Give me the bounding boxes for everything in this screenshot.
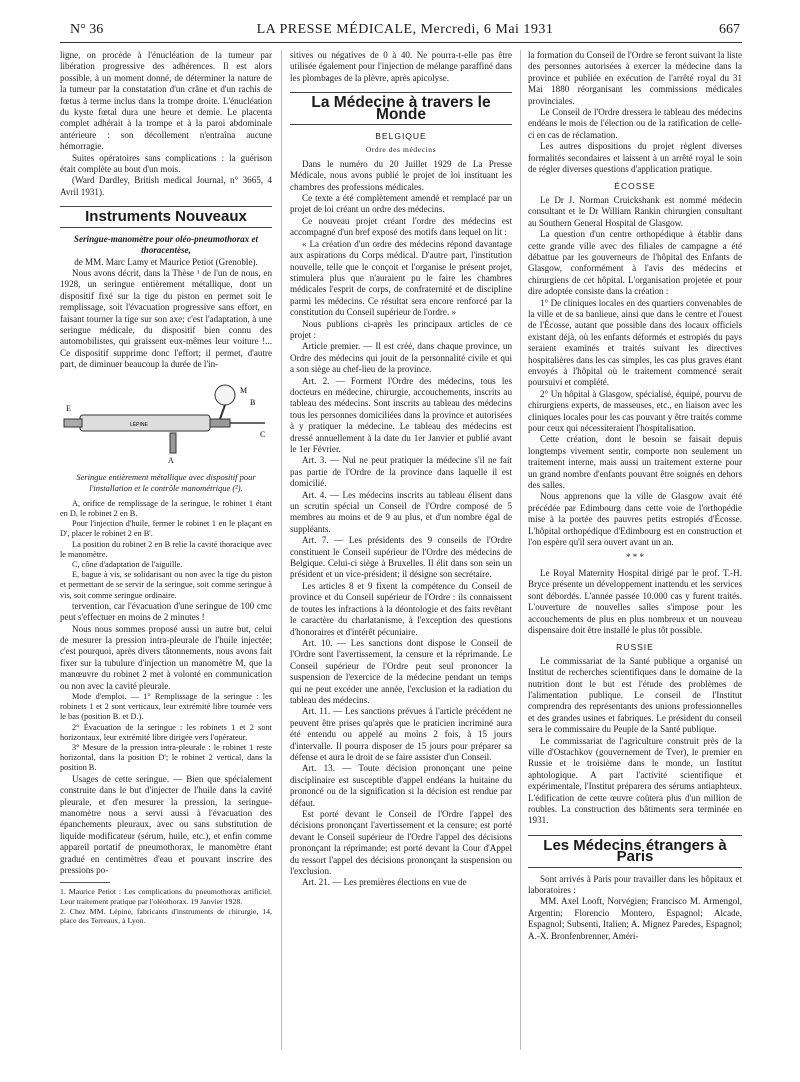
paragraph: Nous apprenons que la ville de Glasgow avait été précédée par Edimbourg dans cette voie de l'orthopédie mise à la portée des pauvres petits estropiés d'Écosse. L'hôpital orthopédique d'Edimbourg est en construction et l'on espère qu'il sera ouvert avant un an. (528, 491, 742, 548)
section-title: Instruments Nouveaux (60, 206, 272, 227)
column-3 (528, 50, 742, 942)
manometer-tube (220, 405, 225, 419)
column-2 (290, 50, 512, 889)
journal-title: LA PRESSE MÉDICALE, Mercredi, 6 Mai 1931 (256, 22, 554, 37)
footnotes (60, 887, 272, 925)
footnote-rule (60, 882, 110, 883)
law-article: Art. 7. — Les présidents des 9 conseils de l'Ordre constituent le Conseil supérieur de l'Ordre des médecins de Belgique. Celui-ci siège à Bruxelles. Il élit dans son sein un président et un vice-président; il désigne son secrétaire. (290, 535, 512, 580)
law-article: Art. 2. — Forment l'Ordre des médecins, tous les docteurs en médecine, chirurgie, accouchements, inscrits au tableau des médecins. Sont inscrits au tableau des médecins tous les personnes domiciliées dans la province et autorisées à y pratiquer la médecine. Le tableau des médecins est dressé annuellement à la date du 1er Janvier et publié avant le 1er Février. (290, 375, 512, 454)
law-articles (290, 341, 512, 889)
paragraph: Le commissariat de l'agriculture construit près de la ville d'Ostachkov (gouvernement de Tver), le premier en Russie et le troisième dans le monde, un Institut aphtologique. A part l'activité scientifique et expérimentale, l'Institut préparera des sérums antiaphteux. L'édification de cette œuvre coûtera plus d'un million de roubles. La construction des bâtiments sera terminée en 1931. (528, 735, 742, 826)
law-article: Art. 3. — Nul ne peut pratiquer la médecine s'il ne fait pas partie de l'Ordre de la province dans laquelle il est domicilié. (290, 455, 512, 489)
section-title: La Médecine à travers le Monde (290, 92, 512, 125)
law-article: Art. 21. — Les premières élections en vue de (302, 877, 467, 888)
manometer-dial (215, 385, 235, 405)
paragraph: Le commissariat de la Santé publique a organisé un Institut de recherches scientifiques dans le domaine de la nutrition dont le but est l'étude des problèmes de l'alimentation publique. Le conseil de l'Institut comprendra des représentants des unions professionnelles et des grandes usines et fabriques. Le président du conseil sera le commissaire du Peuple de la Santé publique. (528, 655, 742, 735)
column-divider (281, 50, 282, 1050)
law-article: Art. 4. — Les médecins inscrits au tableau élisent dans un scrutin spécial un Conseil de l'Ordre composé de 5 membres au moins et de 9 au plus, et d'un nombre égal de suppléants. (290, 489, 512, 534)
syringe-plunger (64, 419, 82, 427)
syringe-tip (210, 419, 230, 427)
country-heading: BELGIQUE (375, 131, 427, 142)
instruction-item: 3° Mesure de la pression intra-pleurale : le robinet 1 reste horizontal, dans la position D'; le robinet 2 vertical, dans la position B. (60, 743, 272, 773)
article-authors: de MM. Marc Lamy et Maurice Petiot (Grenoble). (74, 256, 258, 267)
syringe-valve (170, 433, 176, 453)
column-divider (520, 50, 521, 1050)
paragraph: 2° Un hôpital à Glasgow, spécialisé, équipé, pourvu de chirurgiens experts, de masseuses, etc., en liaison avec les cliniques locales pour les cas pouvant y être traités comme pour ceux qui nécessiteraient l'hospitalisation. (528, 388, 742, 433)
paragraph: Dans le numéro du 20 Juillet 1929 de La Presse Médicale, nous avons publié le projet de loi instituant les chambres des professions médicales. (290, 158, 512, 192)
label-c: C (260, 429, 266, 439)
paragraph: « La création d'un ordre des médecins répond davantage aux aspirations du Corps médical. D'autre part, l'institution nouvelle, telle que le conçoit et l'organise le présent projet, stimulera plus que n'auraient pu le faire les chambres médicales l'esprit de corps, de confraternité et de discipline parmi les médecins. Ce résultat sera encore renforcé par la constitution du Conseil supérieur de l'ordre. » (290, 238, 512, 318)
header-rule (60, 42, 742, 43)
law-article: Les articles 8 et 9 fixent la compétence du Conseil de province et du Conseil supérieur de l'Ordre : ils connaissent de toutes les infractions à la déontologie et des faits revêtant le caractère du charlatanisme, à l'exception des questions d'honoraires et d'intérêt pécuniaire. (290, 580, 512, 637)
syringe-figure (60, 375, 272, 465)
article-title: Seringue-manomètre pour oléo-pneumothorax et thoracentèse, (73, 233, 259, 256)
country-heading: ÉCOSSE (614, 181, 656, 192)
usage-instructions (60, 692, 272, 774)
issue-number: N° 36 (70, 22, 104, 37)
label-e: E (66, 403, 71, 413)
country-heading: RUSSIE (616, 642, 654, 653)
paragraph: La question d'un centre orthopédique à établir dans cette grande ville avec des filiales de campagne a été débattue par les gouverneurs de l'hôpital des Enfants de Glasgow, conformément à l'avis des médecins et chirurgiens de cet hôpital. L'organisation projetée et pour dire adoptée consiste dans la création : (528, 229, 742, 297)
paragraph: tervention, car l'évacuation d'une seringue de 100 cmc peut s'effectuer en moins de 2 minutes ! (60, 600, 272, 623)
law-article: Est porté devant le Conseil de l'Ordre l'appel des décisions prononçant l'avertissement et la censure; est porté devant le Conseil supérieur de l'Ordre l'appel des décisions prononçant la réprimande; est porté devant la Cour d'Appel du ressort l'appel des décisions prononçant la suspension ou l'exclusion. (290, 809, 512, 877)
instruction-item: Mode d'emploi. — 1° Remplissage de la seringue : les robinets 1 et 2 sont verticaux, leur extrémité libre tournée vers le bas (position B. et D.). (60, 692, 272, 722)
paragraph: Ce nouveau projet créant l'ordre des médecins est accompagné d'un bref exposé des motifs dans lequel on lit : (290, 215, 512, 238)
paragraph: Cette création, dont le besoin se faisait depuis longtemps vivement sentir, comporte non seulement un traitement interne, mais aussi un traitement externe pour un grand nombre d'enfants pouvant être soignés en dehors des salles. (528, 434, 742, 491)
brand-label: LÉPINE (130, 421, 148, 428)
footnote: 2. Chez MM. Lépine, fabricants d'instruments de chirurgie, 14, place des Terreaux, à Lyon. (60, 906, 272, 926)
paragraph: Le Royal Maternity Hospital dirigé par le prof. T.-H. Bryce présente un développement inattendu et les services sont débordés. L'année passée 10.000 cas y furent traités. L'ouverture de nouvelles salles s'impose pour les accouchements de plus en plus nombreux et un nouveau dispensaire doit être installé le plus tôt possible. (528, 567, 742, 635)
separator-stars: * * * (626, 552, 644, 563)
page-number: 667 (719, 22, 740, 37)
law-article: Art. 11. — Les sanctions prévues à l'article précédent ne peuvent être prises qu'après que le praticien incriminé aura été entendu ou appelé au moins 2 fois, à 15 jours d'intervalle. Il pourra disposer de 15 jours pour préparer sa défense et aura le droit de se faire assister d'un Conseil. (290, 706, 512, 762)
paragraph: Nous avons décrit, dans la Thèse ¹ de l'un de nous, en 1928, un seringue entièrement métallique, dont un dispositif fixé sur la tige du piston en permet soit le remplissage, soit l'évacuation progressive sans effort, en faisant tourner la tige sur son axe; c'est l'adaptation, à une seringue médicale, du dispositif bien connu des automobilistes, qui graissent eux-mêmes leur voiture !... Ce dispositif supprime donc l'effort; il permet, d'autre part, de diminuer beaucoup la durée de l'in- (60, 267, 272, 370)
figure-legend (60, 499, 272, 601)
legend-item: C, cône d'adaptation de l'aiguille. (72, 560, 183, 569)
paragraph: sitives ou négatives de 0 à 40. Ne pourra-t-elle pas être utilisée également pour l'injection de mélange paraffiné dans les plombages de la plèvre, après apicolyse. (290, 50, 512, 83)
paragraph: Nous nous sommes proposé aussi un autre but, celui de mesurer la pression intra-pleurale de l'huile injectée; c'est pourquoi, après divers tâtonnements, nous avons fait fixer sur la tubulure d'injection un manomètre M, que la manœuvre du robinet 2 met à volonté en communication ou non avec la cavité pleurale. (60, 623, 272, 691)
instruction-item: 2° Évacuation de la seringue : les robinets 1 et 2 sont horizontaux, leur extrémité libre dirigée vers l'opérateur. (60, 722, 272, 742)
paragraph: Le Dr J. Norman Cruickshank est nommé médecin consultant et le Dr William Rankin chirurgien consultant au Southern General Hospital de Glasgow. (528, 194, 742, 228)
reference: (Ward Dardley, British medical Journal, n° 3665, 4 Avril 1931). (60, 175, 272, 197)
law-article: Art. 10. — Les sanctions dont dispose le Conseil de l'Ordre sont l'avertissement, la censure et la réprimande. Le Conseil supérieur de l'Ordre peut seul prononcer la suspension de l'exercice de la médecine pendant un temps qui ne peut excéder une année, l'exclusion et la radiation du tableau des médecins. (290, 637, 512, 705)
paragraph: Ce texte a été complètement amendé et remplacé par un projet de loi créant un ordre des médecins. (290, 193, 512, 215)
law-article: Art. 13. — Toute décision prononçant une peine disciplinaire est susceptible d'appel endéans la huitaine du prononcé ou de la signification si la décision est rendue par défaut. (290, 763, 512, 808)
paragraph: la formation du Conseil de l'Ordre se feront suivant la liste des personnes autorisées à exercer la médecine dans la province et publiée en exécution de l'arrêté royal du 31 Mai 1880 réorganisant les commissions médicales provinciales. (528, 50, 742, 106)
legend-item: E, bague à vis, se solidarisant ou non avec la tige du piston et permettant de se servir de la seringue, soit comme seringue à vis, soit comme seringue ordinaire. (60, 570, 272, 600)
paragraph: Sont arrivés à Paris pour travailler dans les hôpitaux et laboratoires : (528, 873, 742, 896)
label-b: B (250, 397, 256, 407)
paragraph: ligne, on procède à l'énucléation de la tumeur par libération progressive des adhérences. Il est alors possible, à un moment donné, de déterminer la nature de la tumeur par la constatation d'un crâne et d'un rachis de fœtus à terme inclus dans la trompe droite. L'énucléation du kyste fœtal dura une heure et demie. Le placenta complet adhérait à la trompe et à la paroi abdominale antérieure : son décollement n'entraîna aucune hémorragie. (60, 50, 272, 152)
legend-item: La position du robinet 2 en B relie la cavité thoracique avec le manomètre. (60, 539, 272, 559)
paragraph: Usages de cette seringue. — Bien que spécialement construite dans le but d'injecter de l'huile dans la cavité pleurale, et d'en mesurer la pression, la seringue-manomètre nous a servi aussi à l'évacuation des épanchements pleuraux, avec ou sans substitution de liquide modificateur (sérum, huile, etc.), et enfin comme appareil portatif de pneumothorax, le manomètre étant gradué en centimètres d'eau et pouvant inscrire des pressions po- (60, 773, 272, 875)
paragraph: MM. Axel Looft, Norvégien; Francisco M. Armengol, Argentin; Florencio Montero, Espagnol; Alcade, Espagnol; Subsenti, Italien; A. Mignez Paredes, Espagnol; A.-X. Bronfenbrenner, Améri- (528, 896, 742, 941)
legend-item: A, orifice de remplissage de la seringue, le robinet 1 étant en D, le robinet 2 en B. (60, 498, 272, 518)
paragraph: Les autres dispositions du projet règlent diverses formalités secondaires et laissent à un arrêté royal le soin de régler diverses questions d'application pratique. (528, 141, 742, 175)
figure-caption: Seringue entièrement métallique avec dispositif pour l'installation et le contrôle manométrique (²). (76, 471, 256, 494)
column-1 (60, 50, 272, 926)
paragraph: Nous publions ci-après les principaux articles de ce projet : (290, 318, 512, 340)
label-m: M (240, 385, 248, 395)
section-title: Les Médecins étrangers à Paris (528, 835, 742, 868)
label-a: A (168, 455, 174, 465)
paragraph: Le Conseil de l'Ordre dressera le tableau des médecins endéans le mois de l'élection ou de la ratification de celle-ci en cas de réclamation. (528, 107, 742, 140)
paragraph: Suites opératoires sans complications : la guérison était complète au bout d'un mois. (60, 152, 272, 175)
law-article: Article premier. — Il est créé, dans chaque province, un Ordre des médecins qui jouit de la personnalité civile et qui a son siège au chef-lieu de la province. (290, 341, 512, 375)
paragraph: 1° De cliniques locales en des quartiers convenables de la ville et de sa banlieue, ainsi que dans le centre et l'ouest de l'Écosse, autant que possible dans des locaux officiels existant déjà, où les enfants déformés et estropiés du pays seraient examinés et traités suivant les directives hospitalières dans les cas simples, les cas plus graves étant envoyés à l'hôpital où le traitement commencé serait poursuivi et complété. (528, 297, 742, 388)
legend-item: Pour l'injection d'huile, fermer le robinet 1 en le plaçant en D', placer le robinet 2 en B'. (60, 519, 272, 539)
subheading: Ordre des médecins (365, 145, 437, 155)
footnote: 1. Maurice Petiot : Les complications du pneumothorax artificiel. Leur traitement pratique par l'oléothorax. 19 Janvier 1928. (60, 887, 272, 906)
page-header (70, 22, 740, 44)
